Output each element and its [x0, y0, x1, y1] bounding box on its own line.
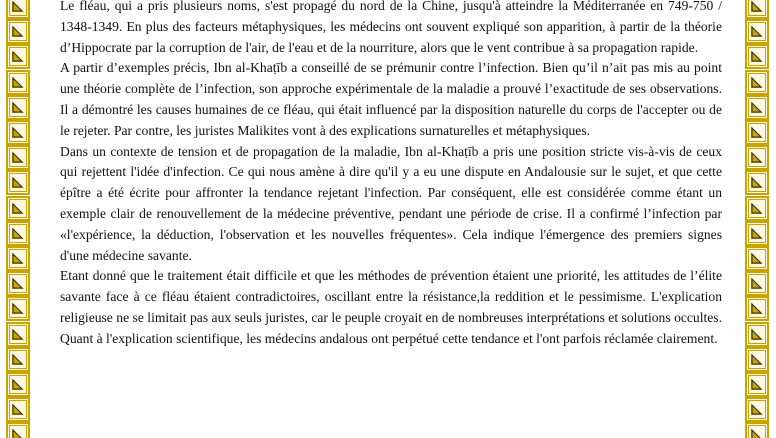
ornamental-square-icon: [6, 44, 30, 69]
paragraph-4: Etant donné que le traitement était difficile et que les méthodes de prévention étaient une priorité, les attitudes de l’élite savante face à ce fléau étaient contradictoires, oscillant entre la résistance,la reddition et le pessimisme. L'explication religieuse ne se limitait pas aux seuls juristes, car le peuple croyait en de nombreuses interprétations et solutions occultes. Quant à l'explication scientifique, les médecins andalous ont perpétué cette tendance et l'ont parfois réclamée clairement.: [60, 268, 722, 346]
ornamental-square-icon: [745, 196, 769, 221]
ornamental-square-icon: [6, 397, 30, 422]
ornamental-square-icon: [6, 246, 30, 271]
ornamental-square-icon: [745, 120, 769, 145]
ornamental-square-icon: [6, 322, 30, 347]
ornamental-square-icon: [6, 145, 30, 170]
ornamental-square-icon: [6, 19, 30, 44]
ornamental-square-icon: [6, 372, 30, 397]
ornamental-square-icon: [745, 145, 769, 170]
ornamental-square-icon: [745, 372, 769, 397]
left-ornamental-border: [3, 0, 33, 438]
ornamental-square-icon: [6, 70, 30, 95]
right-ornamental-border: [742, 0, 772, 438]
ornamental-square-icon: [6, 0, 30, 19]
ornamental-square-icon: [745, 221, 769, 246]
paragraph-3: Dans un contexte de tension et de propagation de la maladie, Ibn al-Khaṭīb a pris une position stricte vis-à-vis de ceux qui rejettent l'idée d'infection. Ce qui nous amène à dire qu'il y a eu une dispute en Andalousie sur le sujet, et que cette épître a été écrite pour affronter la tendance rejetant l'infection. Par conséquent, elle est considérée comme étant un exemple clair de renouvellement de la médecine préventive, pendant une période de crise. Il a confirmé l’infection par «l'expérience, la déduction, l'observation et les nouvelles fréquentes». Cela indique l'émergence des premiers signes d'une médecine savante.: [60, 143, 722, 263]
ornamental-square-icon: [745, 170, 769, 195]
paragraph-2: A partir d’exemples précis, Ibn al-Khaṭīb a conseillé de se prémunir contre l’infection. Bien qu’il n’ait pas mis au point une théorie complète de l’infection, son approche expérimentale de la maladie a prouvé l’exactitude de ses observations. Il a démontré les causes humaines de ce fléau, qui était influencé par la disposition naturelle du corps de l'accepter ou de le rejeter. Par contre, les juristes Malikites vont à des explications surnaturelles et métaphysiques.: [60, 60, 722, 138]
ornamental-square-icon: [745, 271, 769, 296]
ornamental-square-icon: [6, 347, 30, 372]
ornamental-square-icon: [745, 246, 769, 271]
ornamental-square-icon: [745, 296, 769, 321]
ornamental-square-icon: [6, 221, 30, 246]
ornamental-square-icon: [745, 70, 769, 95]
ornamental-square-icon: [6, 196, 30, 221]
ornamental-square-icon: [745, 95, 769, 120]
ornamental-square-icon: [6, 271, 30, 296]
ornamental-square-icon: [745, 397, 769, 422]
ornamental-square-icon: [745, 0, 769, 19]
ornamental-square-icon: [745, 422, 769, 438]
ornamental-square-icon: [6, 296, 30, 321]
ornamental-square-icon: [745, 322, 769, 347]
ornamental-square-icon: [6, 120, 30, 145]
ornamental-square-icon: [745, 44, 769, 69]
ornamental-square-icon: [745, 19, 769, 44]
document-body: [60, 0, 722, 350]
ornamental-square-icon: [6, 170, 30, 195]
ornamental-square-icon: [745, 347, 769, 372]
paragraph-1: Le fléau, qui a pris plusieurs noms, s'est propagé du nord de la Chine, jusqu'à atteindre la Méditerranée en 749-750 / 1348-1349. En plus des facteurs métaphysiques, les médecins ont souvent expliqué son apparition, à partir de la théorie d’Hippocrate par la corruption de l'air, de l'eau et de la nourriture, alors que le vent contribue à sa propagation rapide.: [60, 0, 722, 55]
ornamental-square-icon: [6, 422, 30, 438]
ornamental-square-icon: [6, 95, 30, 120]
